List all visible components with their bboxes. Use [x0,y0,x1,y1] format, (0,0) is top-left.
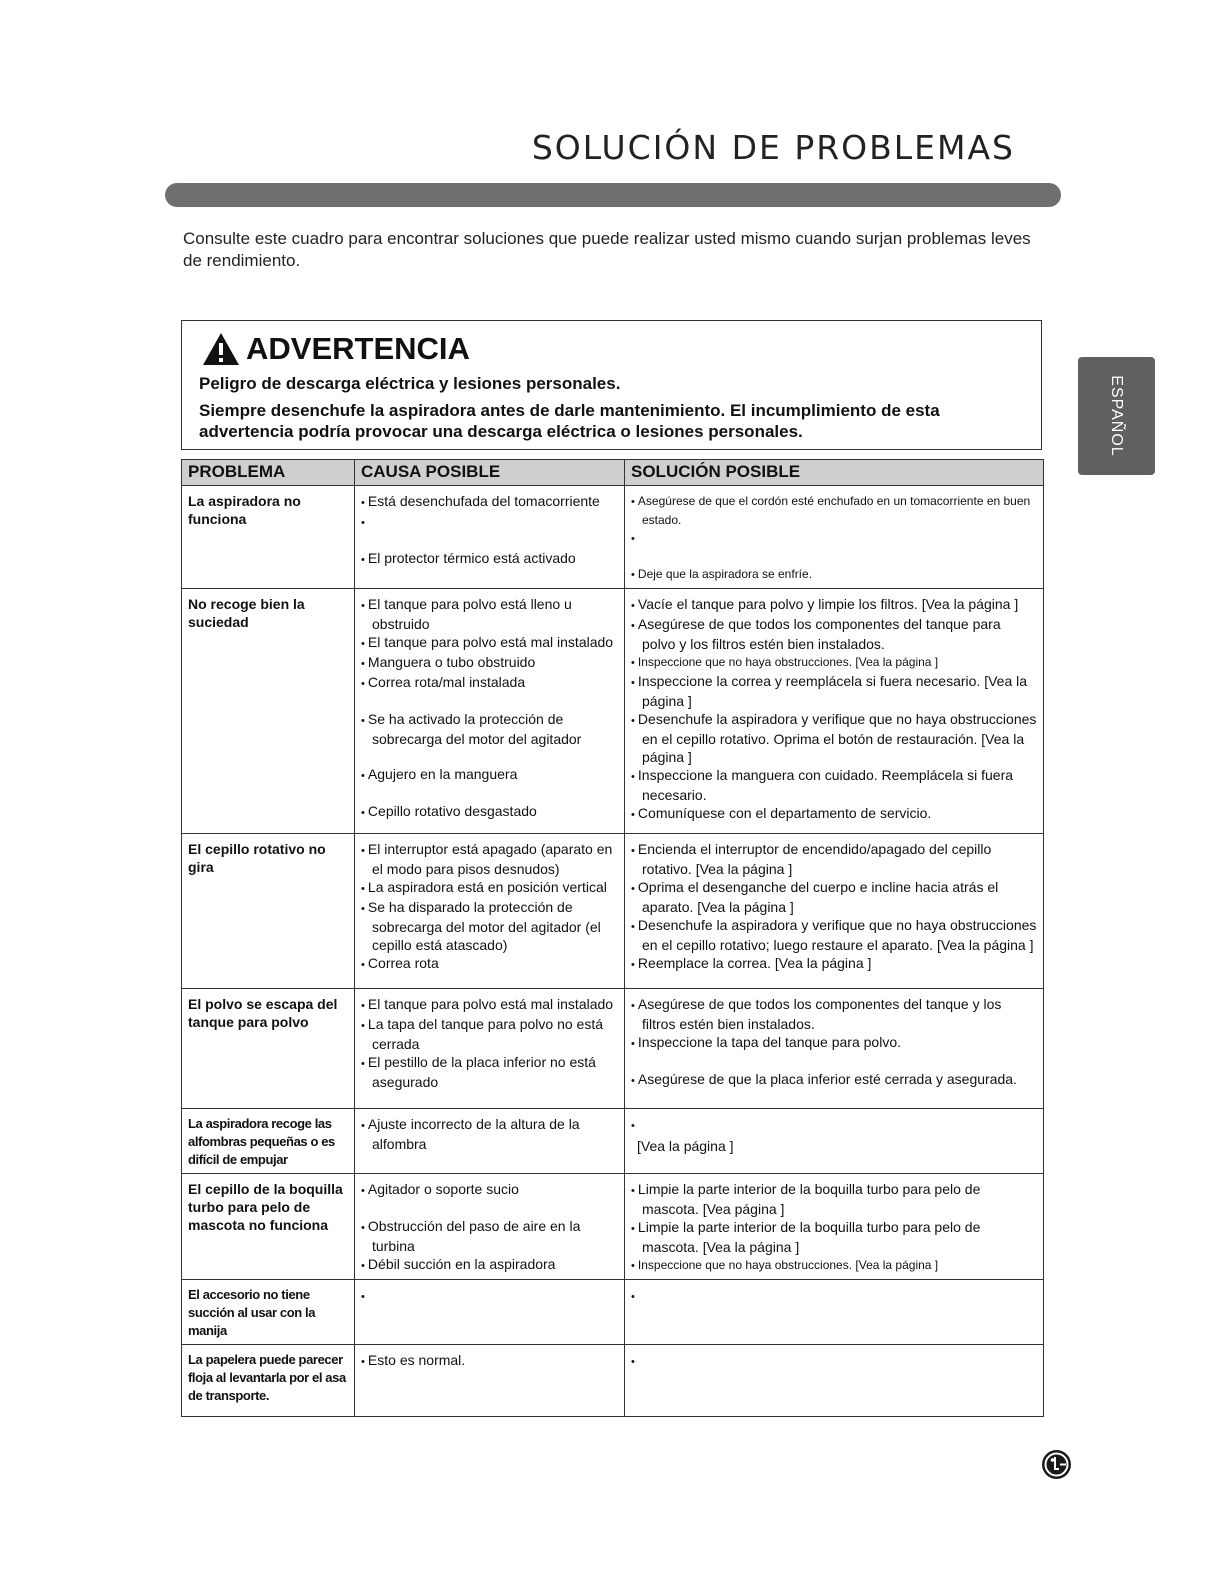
solution-item: • Desenchufe la aspiradora y verifique que no haya obstrucciones en el cepillo rotativo. Oprima el botón de restauración. [Vea la página ] [631,710,1037,766]
solution-cell [625,589,1044,834]
solution-item: • Inspeccione que no haya obstrucciones. [Vea la página ] [631,1256,1037,1275]
header-cause: CAUSA POSIBLE [355,460,625,486]
solution-item: • Inspeccione que no haya obstrucciones. [Vea la página ] [631,653,1037,672]
solution-item: • Vacíe el tanque para polvo y limpie los filtros. [Vea la página ] [631,595,1037,615]
solution-item: • Asegúrese de que la placa inferior esté cerrada y asegurada. [631,1070,1037,1090]
table-row [182,834,1044,989]
cause-cell [355,1345,625,1417]
cause-item: • Manguera o tubo obstruido [361,653,618,673]
table-header-row [182,460,1044,486]
solution-cell [625,834,1044,989]
cause-item: • Cepillo rotativo desgastado [361,802,618,822]
cause-cell [355,1280,625,1345]
solution-cell [625,486,1044,589]
solution-item: • Inspeccione la correa y reemplácela si fuera necesario. [Vea la página ] [631,672,1037,710]
cause-item: • El protector térmico está activado [361,549,618,569]
cause-cell [355,834,625,989]
problem-cell: La papelera puede parecer floja al levantarla por el asa de transporte. [182,1345,355,1417]
cause-item: • Correa rota/mal instalada [361,673,618,693]
solution-cell [625,989,1044,1109]
cause-item: • Esto es normal. [361,1351,618,1371]
cause-item [361,512,618,532]
warning-box [181,320,1042,450]
solution-item: • Asegúrese de que todos los componentes del tanque y los filtros estén bien instalados. [631,995,1037,1033]
problem-cell: No recoge bien la suciedad [182,589,355,834]
solution-item: • Asegúrese de que todos los componentes del tanque para polvo y los filtros estén bien instalados. [631,615,1037,653]
solution-item: • Oprima el desenganche del cuerpo e incline hacia atrás el aparato. [Vea la página ] [631,878,1037,916]
cause-item: • El tanque para polvo está lleno u obstruido [361,595,618,633]
table-row [182,1345,1044,1417]
cause-item: • La aspiradora está en posición vertical [361,878,618,898]
cause-item: • Se ha disparado la protección de sobrecarga del motor del agitador (el cepillo está atascado) [361,898,618,954]
cause-item: • El pestillo de la placa inferior no está asegurado [361,1053,618,1091]
cause-item: • Agitador o soporte sucio [361,1180,618,1200]
solution-item: • Limpie la parte interior de la boquilla turbo para pelo de mascota. [Vea la página ] [631,1218,1037,1256]
problem-cell: La aspiradora recoge las alfombras pequeñas o es difícil de empujar [182,1109,355,1174]
problem-cell: El accesorio no tiene succión al usar con la manija [182,1280,355,1345]
cause-item: • Agujero en la manguera [361,765,618,785]
cause-cell [355,589,625,834]
solution-item [631,1115,1037,1135]
page-title: SOLUCIÓN DE PROBLEMAS [531,128,1015,167]
cause-item: • El tanque para polvo está mal instalado [361,995,618,1015]
cause-cell [355,486,625,589]
cause-item: • El interruptor está apagado (aparato en el modo para pisos desnudos) [361,840,618,878]
table-row [182,486,1044,589]
table-row [182,589,1044,834]
language-tab [1078,357,1155,475]
solution-item: • Comuníquese con el departamento de servicio. [631,804,1037,824]
solution-item [631,529,1037,548]
intro-paragraph: Consulte este cuadro para encontrar soluciones que puede realizar usted mismo cuando surjan problemas leves de rendimiento. [183,229,1031,270]
solution-cell [625,1345,1044,1417]
cause-item: • Está desenchufada del tomacorriente [361,492,618,512]
cause-item: • Obstrucción del paso de aire en la turbina [361,1217,618,1255]
solution-item: • Inspeccione la tapa del tanque para polvo. [631,1033,1037,1053]
warning-line-2: Siempre desenchufe la aspiradora antes de darle mantenimiento. El incumplimiento de esta advertencia podría provocar una descarga eléctrica o lesiones personales. [199,401,940,441]
solution-cell [625,1280,1044,1345]
solution-cell [625,1109,1044,1174]
warning-line-1: Peligro de descarga eléctrica y lesiones personales. [199,374,621,393]
solution-item: • Reemplace la correa. [Vea la página ] [631,954,1037,974]
table-row [182,989,1044,1109]
solution-item: • Inspeccione la manguera con cuidado. Reemplácela si fuera necesario. [631,766,1037,804]
problem-cell: El cepillo de la boquilla turbo para pelo de mascota no funciona [182,1174,355,1280]
cause-cell [355,989,625,1109]
solution-item: • Encienda el interruptor de encendido/apagado del cepillo rotativo. [Vea la página ] [631,840,1037,878]
table-row [182,1174,1044,1280]
cause-item [361,1286,618,1306]
problem-cell: El cepillo rotativo no gira [182,834,355,989]
solution-page-ref: [Vea la página ] [637,1138,734,1154]
problem-cell: La aspiradora no funciona [182,486,355,589]
lg-logo-icon [1042,1450,1071,1479]
cause-item: • Débil succión en la aspiradora [361,1255,618,1275]
header-problem: PROBLEMA [182,460,355,486]
problem-cell: El polvo se escapa del tanque para polvo [182,989,355,1109]
warning-header [202,331,470,367]
cause-item: • Se ha activado la protección de sobrecarga del motor del agitador [361,710,618,748]
warning-triangle-icon [202,332,240,366]
language-tab-label: ESPAÑOL [1108,375,1125,457]
solution-item: • Asegúrese de que el cordón esté enchufado en un tomacorriente en buen estado. [631,492,1037,529]
cause-item: • La tapa del tanque para polvo no está cerrada [361,1015,618,1053]
cause-item: • Ajuste incorrecto de la altura de la alfombra [361,1115,618,1153]
cause-cell [355,1174,625,1280]
solution-item [631,1351,1037,1371]
solution-item: • Limpie la parte interior de la boquilla turbo para pelo de mascota. [Vea página ] [631,1180,1037,1218]
table-row [182,1109,1044,1174]
cause-item: • El tanque para polvo está mal instalado [361,633,618,653]
title-divider-bar [165,183,1061,207]
solution-cell [625,1174,1044,1280]
header-solution: SOLUCIÓN POSIBLE [625,460,1044,486]
solution-item [631,1286,1037,1306]
solution-item: • Deje que la aspiradora se enfríe. [631,565,1037,584]
solution-item: • Desenchufe la aspiradora y verifique que no haya obstrucciones en el cepillo rotativo; luego restaure el aparato. [Vea la página ] [631,916,1037,954]
warning-title: ADVERTENCIA [246,331,470,366]
table-row [182,1280,1044,1345]
cause-cell [355,1109,625,1174]
troubleshooting-table [181,459,1044,1417]
cause-item: • Correa rota [361,954,618,974]
